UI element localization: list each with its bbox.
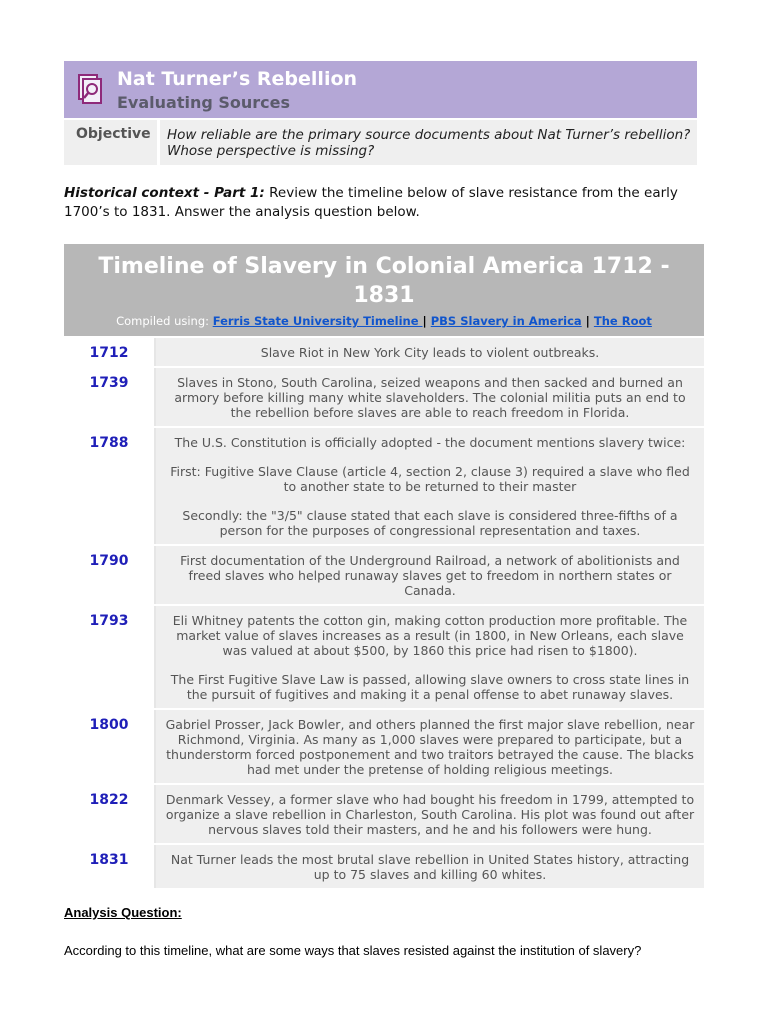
magnifier-document-icon [76,73,104,105]
timeline-table [64,244,704,888]
timeline-paragraph: Eli Whitney patents the cotton gin, making cotton production more profitable. The market value of slaves increases as a result (in 1800, in New Orleans, each slave was valued at about $500, by 1860 this price had risen to $1800). [172,613,688,658]
objective-text: How reliable are the primary source documents about Nat Turner’s rebellion? Whose perspective is missing? [167,127,691,159]
timeline-header [64,244,704,336]
timeline-paragraph: The U.S. Constitution is officially adopted - the document mentions slavery twice: [174,435,686,450]
timeline-paragraph: First: Fugitive Slave Clause (article 4, section 2, clause 3) required a slave who fled to another state to be returned to their master [170,464,690,494]
the-root-link[interactable]: The Root [593,314,652,328]
timeline-title: Timeline of Slavery in Colonial America 1712 - 1831 [98,254,670,308]
timeline-year: 1712 [64,338,156,366]
timeline-description [156,546,704,604]
objective-divider [157,120,160,165]
timeline-row [64,544,704,604]
ferris-state-link[interactable]: Ferris State University Timeline [212,314,423,328]
lesson-header [64,61,697,118]
timeline-description [156,785,704,843]
objective-row [64,120,697,165]
timeline-paragraph: Nat Turner leads the most brutal slave rebellion in United States history, attracting up to 75 slaves and killing 60 whites. [170,852,690,882]
timeline-description [156,710,704,783]
timeline-row [64,336,704,366]
compiled-label: Compiled using: [116,314,213,328]
timeline-paragraph: Gabriel Prosser, Jack Bowler, and others planned the first major slave rebellion, near Richmond, Virginia. As many as 1,000 slaves were prepared to participate, but a thunderstorm forced postponement and two traitors betrayed the cause. The blacks had met under the pretense of holding religious meetings. [165,717,695,777]
timeline-row [64,366,704,426]
historical-context [64,184,714,222]
timeline-credits [64,314,704,328]
page-title: Nat Turner’s Rebellion [117,68,358,90]
timeline-description [156,338,704,366]
objective-label: Objective [76,126,151,142]
analysis-question-text: According to this timeline, what are some ways that slaves resisted against the institution of slavery? [64,943,642,958]
link-separator: | [422,314,431,328]
timeline-description [156,606,704,708]
link-separator: | [581,314,594,328]
timeline-year: 1822 [64,785,156,843]
timeline-description [156,428,704,544]
timeline-row [64,708,704,783]
context-text: Review the timeline below of slave resistance from the early 1700’s to 1831. Answer the analysis question below. [64,185,678,220]
timeline-year: 1788 [64,428,156,544]
timeline-paragraph: Denmark Vessey, a former slave who had bought his freedom in 1799, attempted to organize a slave rebellion in Charleston, South Carolina. His plot was found out after nervous slaves told their masters, and he and his followers were hung. [165,792,695,837]
timeline-year: 1800 [64,710,156,783]
timeline-paragraph: Slave Riot in New York City leads to violent outbreaks. [260,345,600,360]
timeline-paragraph: Secondly: the "3/5" clause stated that each slave is considered three-fifths of a person for the purposes of congressional representation and taxes. [182,508,678,538]
page-subtitle: Evaluating Sources [117,93,291,112]
timeline-year: 1831 [64,845,156,888]
timeline-row [64,426,704,544]
timeline-paragraph: The First Fugitive Slave Law is passed, allowing slave owners to cross state lines in the pursuit of fugitives and making it a penal offense to abet runaway slaves. [170,672,690,702]
timeline-paragraph: Slaves in Stono, South Carolina, seized weapons and then sacked and burned an armory before killing many white slaveholders. The colonial militia puts an end to the rebellion before slaves are able to reach freedom in Florida. [174,375,686,420]
timeline-paragraph: First documentation of the Underground Railroad, a network of abolitionists and freed slaves who helped runaway slaves get to freedom in northern states or Canada. [180,553,680,598]
timeline-description [156,845,704,888]
timeline-row [64,783,704,843]
context-lead: Historical context - Part 1: [64,185,265,201]
timeline-row [64,604,704,708]
pbs-slavery-link[interactable]: PBS Slavery in America [430,314,582,328]
timeline-year: 1739 [64,368,156,426]
analysis-question-label: Analysis Question: [64,905,182,920]
timeline-year: 1790 [64,546,156,604]
timeline-description [156,368,704,426]
timeline-row [64,843,704,888]
timeline-year: 1793 [64,606,156,708]
